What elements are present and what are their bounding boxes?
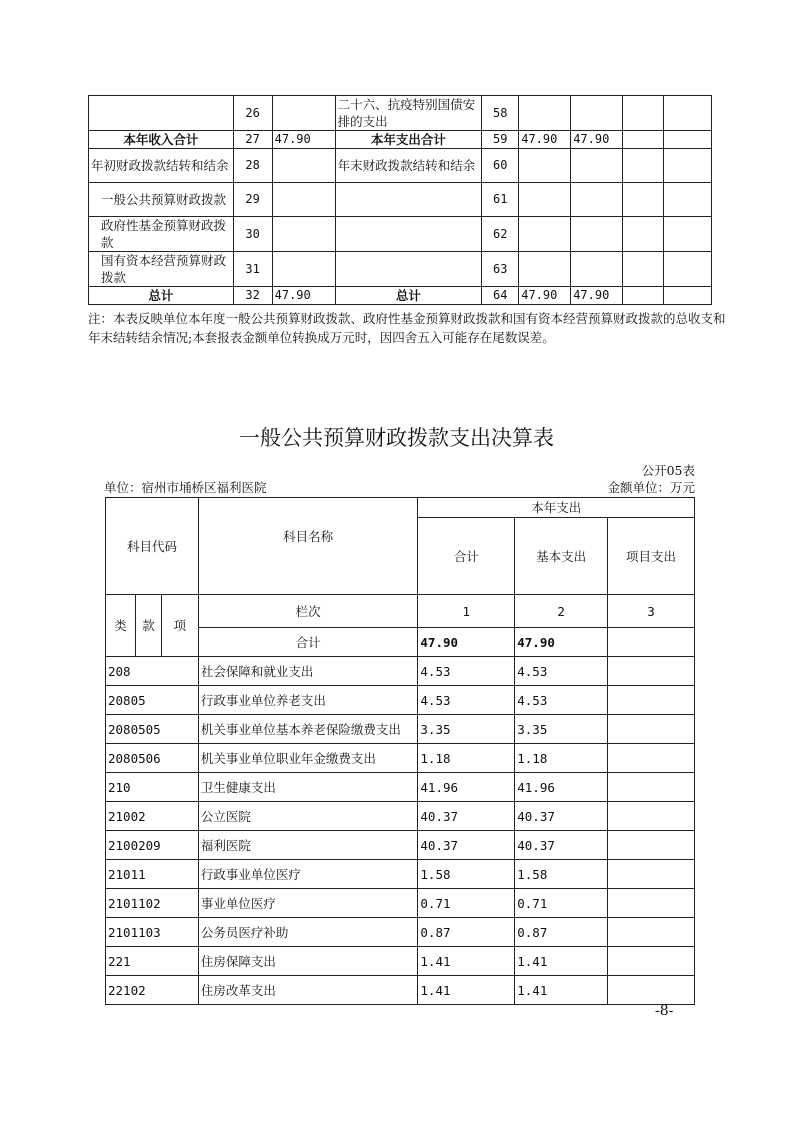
table-row [106, 744, 695, 773]
expense-capital [664, 217, 712, 252]
table-row [106, 889, 695, 918]
expense-general [571, 217, 623, 252]
income-amount [272, 149, 335, 183]
row-number-right: 63 [482, 252, 519, 287]
expense-project [608, 802, 695, 831]
expense-basic: 4.53 [515, 686, 608, 715]
subject-name: 公立医院 [198, 802, 418, 831]
expense-total: 3.35 [418, 715, 515, 744]
expense-fund [623, 287, 664, 305]
expense-general [571, 96, 623, 131]
expense-capital [664, 96, 712, 131]
expense-general: 47.90 [571, 287, 623, 305]
subject-code: 21011 [106, 860, 199, 889]
expense-total [519, 149, 571, 183]
sum-label: 合计 [198, 628, 418, 657]
table-row [106, 976, 695, 1005]
header-col2: 2 [515, 595, 608, 628]
row-number-right: 59 [482, 131, 519, 149]
subject-code: 2100209 [106, 831, 199, 860]
expense-fund [623, 149, 664, 183]
expense-total: 4.53 [418, 657, 515, 686]
header-col3: 3 [608, 595, 695, 628]
income-amount [272, 252, 335, 287]
sum-project [608, 628, 695, 657]
expense-total: 40.37 [418, 831, 515, 860]
row-label: 政府性基金预算财政拨款 [89, 217, 234, 252]
table-row [106, 831, 695, 860]
expense-general [571, 149, 623, 183]
row-number-right: 64 [482, 287, 519, 305]
row-number-right: 60 [482, 149, 519, 183]
table-row [106, 686, 695, 715]
row-label: 总计 [89, 287, 234, 305]
subject-code: 22102 [106, 976, 199, 1005]
subject-code: 210 [106, 773, 199, 802]
table-row [106, 657, 695, 686]
header-xiang: 项 [161, 595, 198, 657]
unit-label: 单位：宿州市埇桥区福利医院 [104, 480, 267, 495]
subject-name: 机关事业单位基本养老保险缴费支出 [198, 715, 418, 744]
income-amount: 47.90 [272, 287, 335, 305]
subject-code: 221 [106, 947, 199, 976]
expense-basic: 4.53 [515, 657, 608, 686]
row-number-left: 28 [233, 149, 272, 183]
income-amount [272, 183, 335, 217]
header-kuan: 款 [135, 595, 161, 657]
subject-code: 21002 [106, 802, 199, 831]
expense-fund [623, 96, 664, 131]
expense-label: 总计 [335, 287, 482, 305]
header-lei: 类 [106, 595, 136, 657]
table-row [106, 773, 695, 802]
expense-basic: 40.37 [515, 802, 608, 831]
header-subject-name: 科目名称 [198, 498, 418, 595]
expense-capital [664, 287, 712, 305]
expense-basic: 1.41 [515, 947, 608, 976]
form-number: 公开05表 [641, 463, 695, 478]
expense-label: 二十六、抗疫特别国债安排的支出 [335, 96, 482, 131]
expense-project [608, 715, 695, 744]
expense-total: 1.41 [418, 976, 515, 1005]
row-number-left: 31 [233, 252, 272, 287]
subject-name: 卫生健康支出 [198, 773, 418, 802]
table-row [106, 860, 695, 889]
expense-basic: 0.87 [515, 918, 608, 947]
sum-total: 47.90 [418, 628, 515, 657]
table-row [89, 131, 712, 149]
expense-general: 47.90 [571, 131, 623, 149]
table-note: 注：本表反映单位本年度一般公共预算财政拨款、政府性基金预算财政拨款和国有资本经营预算财政拨款的总收支和年末结转结余情况;本套报表金额单位转换成万元时，因四舍五入可能存在尾数误差。 [88, 311, 726, 345]
expense-basic: 0.71 [515, 889, 608, 918]
row-number-right: 61 [482, 183, 519, 217]
expense-project [608, 976, 695, 1005]
expense-total: 47.90 [519, 287, 571, 305]
expense-label [335, 217, 482, 252]
expense-project [608, 918, 695, 947]
sum-basic: 47.90 [515, 628, 608, 657]
page-number: -8- [655, 1003, 674, 1019]
expense-total: 0.71 [418, 889, 515, 918]
subject-name: 社会保障和就业支出 [198, 657, 418, 686]
expense-label [335, 252, 482, 287]
expense-total [519, 217, 571, 252]
expense-label [335, 183, 482, 217]
subject-code: 208 [106, 657, 199, 686]
general-budget-expenditure-table [105, 497, 695, 1005]
row-label [89, 96, 234, 131]
subject-name: 机关事业单位职业年金缴费支出 [198, 744, 418, 773]
row-label: 国有资本经营预算财政拨款 [89, 252, 234, 287]
subject-name: 住房改革支出 [198, 976, 418, 1005]
table-row [89, 149, 712, 183]
table-row [89, 287, 712, 305]
expense-total: 1.18 [418, 744, 515, 773]
expense-fund [623, 217, 664, 252]
table-row [106, 802, 695, 831]
subject-code: 2080506 [106, 744, 199, 773]
expense-label: 年末财政拨款结转和结余 [335, 149, 482, 183]
expense-capital [664, 252, 712, 287]
expense-basic: 3.35 [515, 715, 608, 744]
subject-code: 2101102 [106, 889, 199, 918]
expense-general [571, 183, 623, 217]
row-number-left: 26 [233, 96, 272, 131]
row-number-left: 32 [233, 287, 272, 305]
row-label: 一般公共预算财政拨款 [89, 183, 234, 217]
page-title: 一般公共预算财政拨款支出决算表 [239, 426, 554, 450]
expense-project [608, 744, 695, 773]
expense-total: 4.53 [418, 686, 515, 715]
subject-code: 2101103 [106, 918, 199, 947]
subject-name: 福利医院 [198, 831, 418, 860]
expense-basic: 40.37 [515, 831, 608, 860]
row-number-right: 62 [482, 217, 519, 252]
header-subject-code: 科目代码 [106, 498, 199, 595]
header-total: 合计 [418, 518, 515, 595]
expense-project [608, 657, 695, 686]
expense-project [608, 831, 695, 860]
expense-project [608, 889, 695, 918]
header-basic: 基本支出 [515, 518, 608, 595]
expense-capital [664, 149, 712, 183]
income-expense-summary-table [88, 95, 712, 305]
expense-total: 1.58 [418, 860, 515, 889]
expense-general [571, 252, 623, 287]
expense-project [608, 860, 695, 889]
income-amount [272, 217, 335, 252]
subject-name: 事业单位医疗 [198, 889, 418, 918]
income-amount [272, 96, 335, 131]
table-row [106, 947, 695, 976]
header-column-no: 栏次 [198, 595, 418, 628]
income-amount: 47.90 [272, 131, 335, 149]
expense-project [608, 947, 695, 976]
row-number-left: 29 [233, 183, 272, 217]
expense-fund [623, 131, 664, 149]
subject-code: 2080505 [106, 715, 199, 744]
table-row [89, 183, 712, 217]
table-row [89, 217, 712, 252]
expense-basic: 1.58 [515, 860, 608, 889]
header-current-year: 本年支出 [418, 498, 695, 518]
header-col1: 1 [418, 595, 515, 628]
row-number-left: 30 [233, 217, 272, 252]
expense-project [608, 773, 695, 802]
table-row [106, 715, 695, 744]
expense-total [519, 252, 571, 287]
table-row [106, 918, 695, 947]
expense-project [608, 686, 695, 715]
table-row [89, 96, 712, 131]
expense-basic: 41.96 [515, 773, 608, 802]
expense-total: 40.37 [418, 802, 515, 831]
row-label: 本年收入合计 [89, 131, 234, 149]
amount-unit-label: 金额单位：万元 [607, 480, 695, 495]
expense-label: 本年支出合计 [335, 131, 482, 149]
expense-capital [664, 131, 712, 149]
expense-basic: 1.41 [515, 976, 608, 1005]
expense-fund [623, 252, 664, 287]
table-row [89, 252, 712, 287]
row-label: 年初财政拨款结转和结余 [89, 149, 234, 183]
subject-name: 公务员医疗补助 [198, 918, 418, 947]
expense-total: 47.90 [519, 131, 571, 149]
subject-code: 20805 [106, 686, 199, 715]
header-project: 项目支出 [608, 518, 695, 595]
subject-name: 行政事业单位养老支出 [198, 686, 418, 715]
row-number-left: 27 [233, 131, 272, 149]
subject-name: 住房保障支出 [198, 947, 418, 976]
expense-basic: 1.18 [515, 744, 608, 773]
expense-total: 41.96 [418, 773, 515, 802]
subject-name: 行政事业单位医疗 [198, 860, 418, 889]
expense-capital [664, 183, 712, 217]
expense-total: 1.41 [418, 947, 515, 976]
row-number-right: 58 [482, 96, 519, 131]
expense-fund [623, 183, 664, 217]
expense-total [519, 96, 571, 131]
expense-total: 0.87 [418, 918, 515, 947]
expense-total [519, 183, 571, 217]
